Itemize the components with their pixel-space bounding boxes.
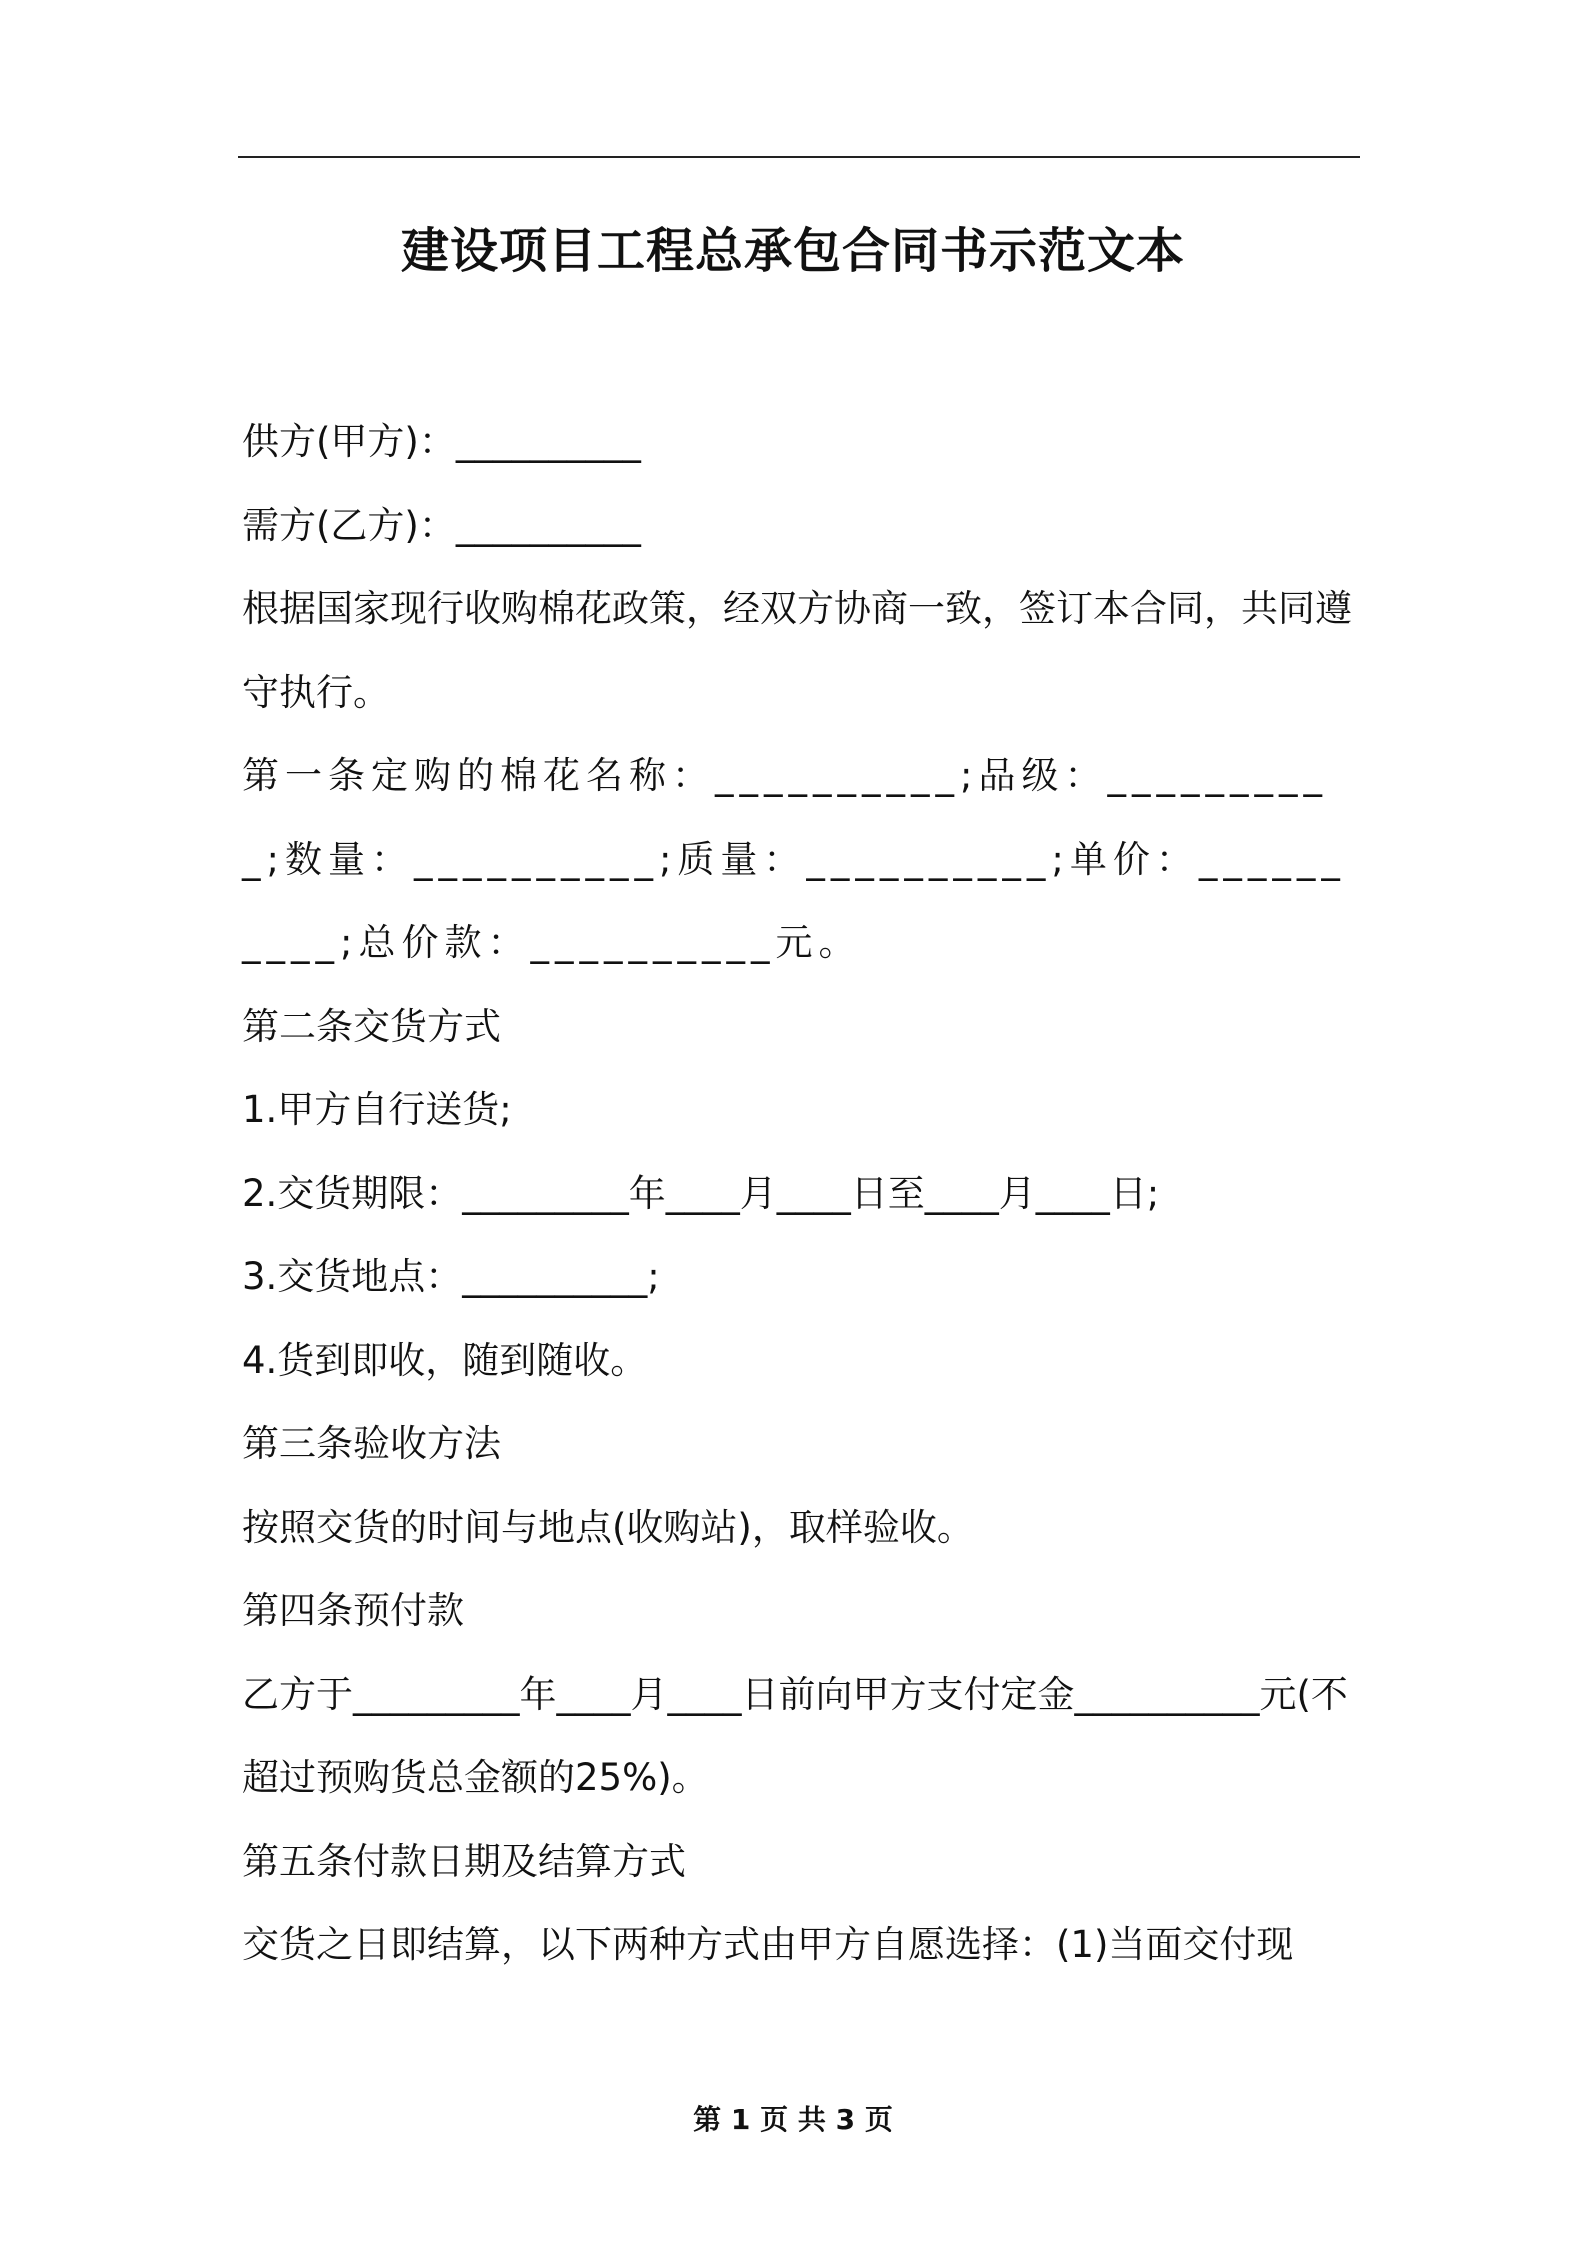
header-rule <box>238 156 1360 158</box>
paragraph-item-3: 3.交货地点：__________; <box>242 1255 660 1298</box>
paragraph-prepayment: 乙方于_________年____月____日前向甲方支付定金__________元(不超过预购货总金额的25%)。 <box>242 1672 1348 1799</box>
heading-article-3: 第三条验收方法 <box>242 1422 501 1465</box>
paragraph-preamble: 根据国家现行收购棉花政策，经双方协商一致，签订本合同，共同遵守执行。 <box>242 587 1352 714</box>
heading-article-2: 第二条交货方式 <box>242 1004 501 1048</box>
paragraph-settlement: 交货之日即结算，以下两种方式由甲方自愿选择：(1)当面交付现 <box>242 1923 1294 1966</box>
paragraph-supplier: 供方(甲方)：__________ <box>242 420 641 463</box>
heading-article-4: 第四条预付款 <box>242 1589 464 1632</box>
page-number: 第 1 页 共 3 页 <box>693 2103 893 2136</box>
paragraph-item-2: 2.交货期限：_________年____月____日至____月____日; <box>242 1171 1160 1215</box>
paragraph-item-4: 4.货到即收，随到随收。 <box>242 1338 648 1382</box>
paragraph-buyer: 需方(乙方)：__________ <box>242 503 641 547</box>
heading-article-5: 第五条付款日期及结算方式 <box>242 1839 686 1883</box>
paragraph-inspection: 按照交货的时间与地点(收购站)，取样验收。 <box>242 1505 974 1549</box>
paragraph-item-1: 1.甲方自行送货; <box>242 1088 512 1131</box>
paragraph-article-1: 第一条定购的棉花名称：__________;品级：__________;数量：__________;质量：__________;单价：__________;总价款：__________元。 <box>242 754 1346 964</box>
document-body <box>242 400 1360 1987</box>
document-title: 建设项目工程总承包合同书示范文本 <box>400 223 1185 279</box>
